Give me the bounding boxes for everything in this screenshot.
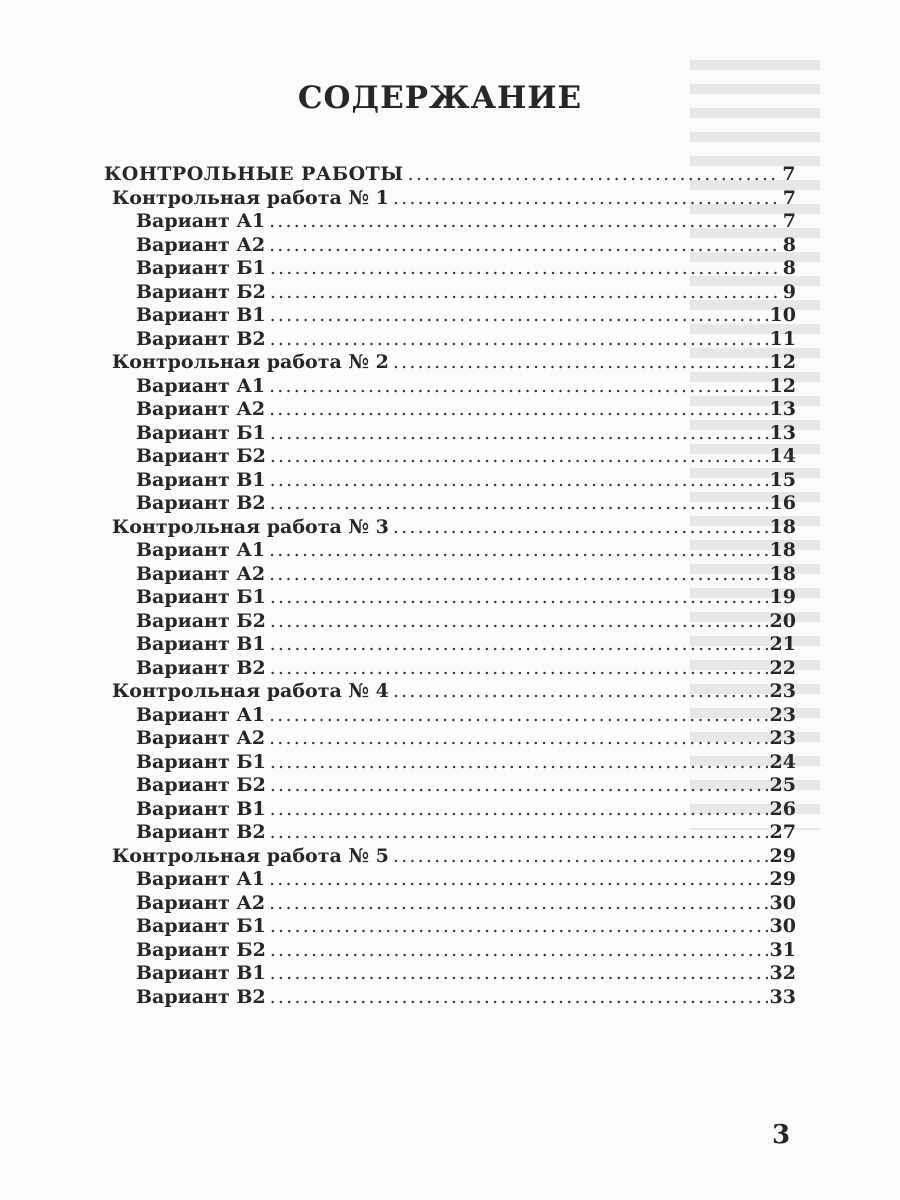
toc-part: [104, 163, 796, 187]
dot-leader: [269, 539, 767, 561]
dot-leader: [270, 422, 768, 444]
toc-section: [104, 516, 796, 540]
page-number: 3: [772, 1120, 791, 1150]
toc-variant: [104, 469, 796, 493]
toc-entry-page: 12: [769, 374, 796, 397]
dot-leader: [269, 563, 767, 585]
toc-variant: [104, 657, 796, 681]
toc-entry-label: Вариант В1: [136, 304, 266, 326]
toc-variant: [104, 445, 796, 469]
dot-leader: [270, 657, 768, 679]
toc-entry-page: 33: [769, 985, 796, 1008]
toc-entry-page: 29: [769, 868, 796, 890]
toc-entry-page: 29: [769, 844, 796, 867]
toc-entry-page: 18: [769, 562, 796, 585]
toc-entry-label: Вариант А2: [136, 398, 266, 420]
toc-entry-label: Вариант А2: [136, 562, 266, 585]
toc-variant: [104, 751, 796, 775]
toc-variant: [104, 939, 796, 963]
toc-entry-label: Вариант В1: [136, 468, 266, 491]
dot-leader: [270, 751, 768, 773]
table-of-contents: [104, 163, 796, 1009]
dot-leader: [270, 915, 768, 937]
dot-leader: [269, 892, 767, 914]
toc-entry-page: 7: [782, 186, 796, 209]
toc-entry-label: Контрольная работа № 2: [112, 351, 389, 373]
toc-entry-page: 11: [769, 327, 796, 350]
toc-entry-label: Вариант В1: [136, 797, 266, 820]
toc-variant: [104, 962, 796, 986]
dot-leader: [270, 445, 768, 467]
dot-leader: [269, 234, 781, 256]
toc-entry-label: Вариант В2: [136, 821, 266, 843]
toc-variant: [104, 492, 796, 516]
toc-entry-label: Вариант А1: [136, 868, 266, 890]
toc-entry-page: 14: [769, 445, 796, 467]
toc-entry-page: 18: [769, 539, 796, 561]
toc-section: [104, 845, 796, 869]
toc-section: [104, 187, 796, 211]
toc-entry-page: 8: [782, 257, 796, 279]
toc-entry-page: 13: [769, 398, 796, 420]
dot-leader: [270, 586, 768, 608]
page-title: СОДЕРЖАНИЕ: [297, 80, 583, 116]
toc-entry-label: Вариант В2: [136, 492, 266, 514]
toc-variant: [104, 304, 796, 328]
toc-entry-page: 31: [769, 938, 796, 961]
toc-entry-label: Вариант А2: [136, 233, 266, 256]
dot-leader: [393, 187, 781, 209]
dot-leader: [270, 257, 781, 279]
dot-leader: [393, 845, 768, 867]
toc-variant: [104, 986, 796, 1010]
toc-entry-page: 24: [769, 750, 796, 773]
toc-variant: [104, 774, 796, 798]
toc-section: [104, 351, 796, 375]
toc-entry-label: Вариант А1: [136, 703, 266, 726]
toc-entry-label: Вариант Б2: [136, 280, 266, 303]
dot-leader: [270, 469, 768, 491]
toc-entry-label: Вариант А1: [136, 539, 266, 561]
toc-variant: [104, 234, 796, 258]
dot-leader: [393, 351, 768, 373]
toc-entry-label: Вариант А1: [136, 374, 266, 397]
toc-variant: [104, 563, 796, 587]
toc-entry-page: 20: [769, 609, 796, 632]
toc-entry-page: 27: [769, 821, 796, 843]
toc-entry-label: Вариант А2: [136, 891, 266, 914]
toc-entry-page: 16: [769, 492, 796, 514]
toc-variant: [104, 210, 796, 234]
toc-entry-label: Вариант В2: [136, 656, 266, 679]
dot-leader: [270, 328, 768, 350]
dot-leader: [270, 492, 768, 514]
toc-entry-page: 22: [769, 656, 796, 679]
dot-leader: [270, 962, 768, 984]
dot-leader: [270, 798, 768, 820]
toc-entry-label: Вариант В2: [136, 985, 266, 1008]
toc-entry-page: 30: [769, 915, 796, 937]
toc-variant: [104, 610, 796, 634]
toc-entry-page: 21: [769, 633, 796, 655]
dot-leader: [270, 304, 768, 326]
toc-entry-label: Вариант В1: [136, 962, 266, 984]
toc-variant: [104, 281, 796, 305]
toc-entry-page: 23: [769, 680, 796, 702]
dot-leader: [270, 281, 781, 303]
toc-variant: [104, 586, 796, 610]
toc-variant: [104, 398, 796, 422]
toc-entry-label: Вариант Б1: [136, 915, 266, 937]
toc-variant: [104, 704, 796, 728]
toc-section: [104, 680, 796, 704]
toc-variant: [104, 892, 796, 916]
dot-leader: [408, 163, 781, 185]
toc-entry-label: Контрольная работа № 5: [112, 844, 389, 867]
toc-variant: [104, 422, 796, 446]
toc-variant: [104, 633, 796, 657]
dot-leader: [269, 398, 767, 420]
toc-entry-label: Вариант Б1: [136, 586, 266, 608]
toc-entry-label: Вариант В2: [136, 327, 266, 350]
toc-entry-label: Вариант Б2: [136, 445, 266, 467]
toc-entry-label: Вариант Б2: [136, 938, 266, 961]
toc-entry-page: 32: [769, 962, 796, 984]
dot-leader: [269, 727, 767, 749]
toc-entry-page: 15: [769, 468, 796, 491]
toc-entry-label: Контрольная работа № 4: [112, 680, 389, 702]
dot-leader: [393, 516, 768, 538]
toc-entry-page: 23: [769, 703, 796, 726]
dot-leader: [269, 868, 767, 890]
toc-entry-label: Контрольная работа № 1: [112, 186, 389, 209]
dot-leader: [393, 680, 768, 702]
toc-entry-page: 9: [782, 280, 796, 303]
toc-entry-label: Вариант Б1: [136, 421, 266, 444]
toc-entry-label: Вариант А1: [136, 210, 266, 232]
toc-entry-page: 25: [769, 774, 796, 796]
toc-entry-label: Вариант В1: [136, 633, 266, 655]
dot-leader: [269, 704, 767, 726]
toc-entry-label: Вариант Б2: [136, 609, 266, 632]
dot-leader: [270, 633, 768, 655]
dot-leader: [270, 821, 768, 843]
toc-variant: [104, 328, 796, 352]
dot-leader: [270, 610, 768, 632]
toc-variant: [104, 727, 796, 751]
dot-leader: [269, 210, 781, 232]
dot-leader: [270, 939, 768, 961]
toc-entry-page: 13: [769, 421, 796, 444]
toc-entry-label: Вариант Б1: [136, 750, 266, 773]
toc-variant: [104, 257, 796, 281]
toc-variant: [104, 915, 796, 939]
toc-entry-page: 12: [769, 351, 796, 373]
toc-variant: [104, 375, 796, 399]
toc-entry-page: 30: [769, 891, 796, 914]
toc-variant: [104, 868, 796, 892]
dot-leader: [270, 986, 768, 1008]
toc-entry-label: Вариант Б2: [136, 774, 266, 796]
toc-entry-page: 19: [769, 586, 796, 608]
toc-entry-page: 26: [769, 797, 796, 820]
dot-leader: [270, 774, 768, 796]
toc-variant: [104, 798, 796, 822]
toc-entry-page: 7: [782, 163, 796, 185]
toc-entry-label: Вариант А2: [136, 727, 266, 749]
toc-variant: [104, 821, 796, 845]
toc-entry-page: 18: [769, 515, 796, 538]
toc-entry-page: 10: [769, 304, 796, 326]
toc-variant: [104, 539, 796, 563]
toc-entry-page: 7: [782, 210, 796, 232]
toc-entry-label: Контрольная работа № 3: [112, 515, 389, 538]
dot-leader: [269, 375, 767, 397]
toc-entry-page: 23: [769, 727, 796, 749]
toc-entry-page: 8: [782, 233, 796, 256]
toc-entry-label: Вариант Б1: [136, 257, 266, 279]
toc-entry-label: КОНТРОЛЬНЫЕ РАБОТЫ: [104, 163, 404, 185]
